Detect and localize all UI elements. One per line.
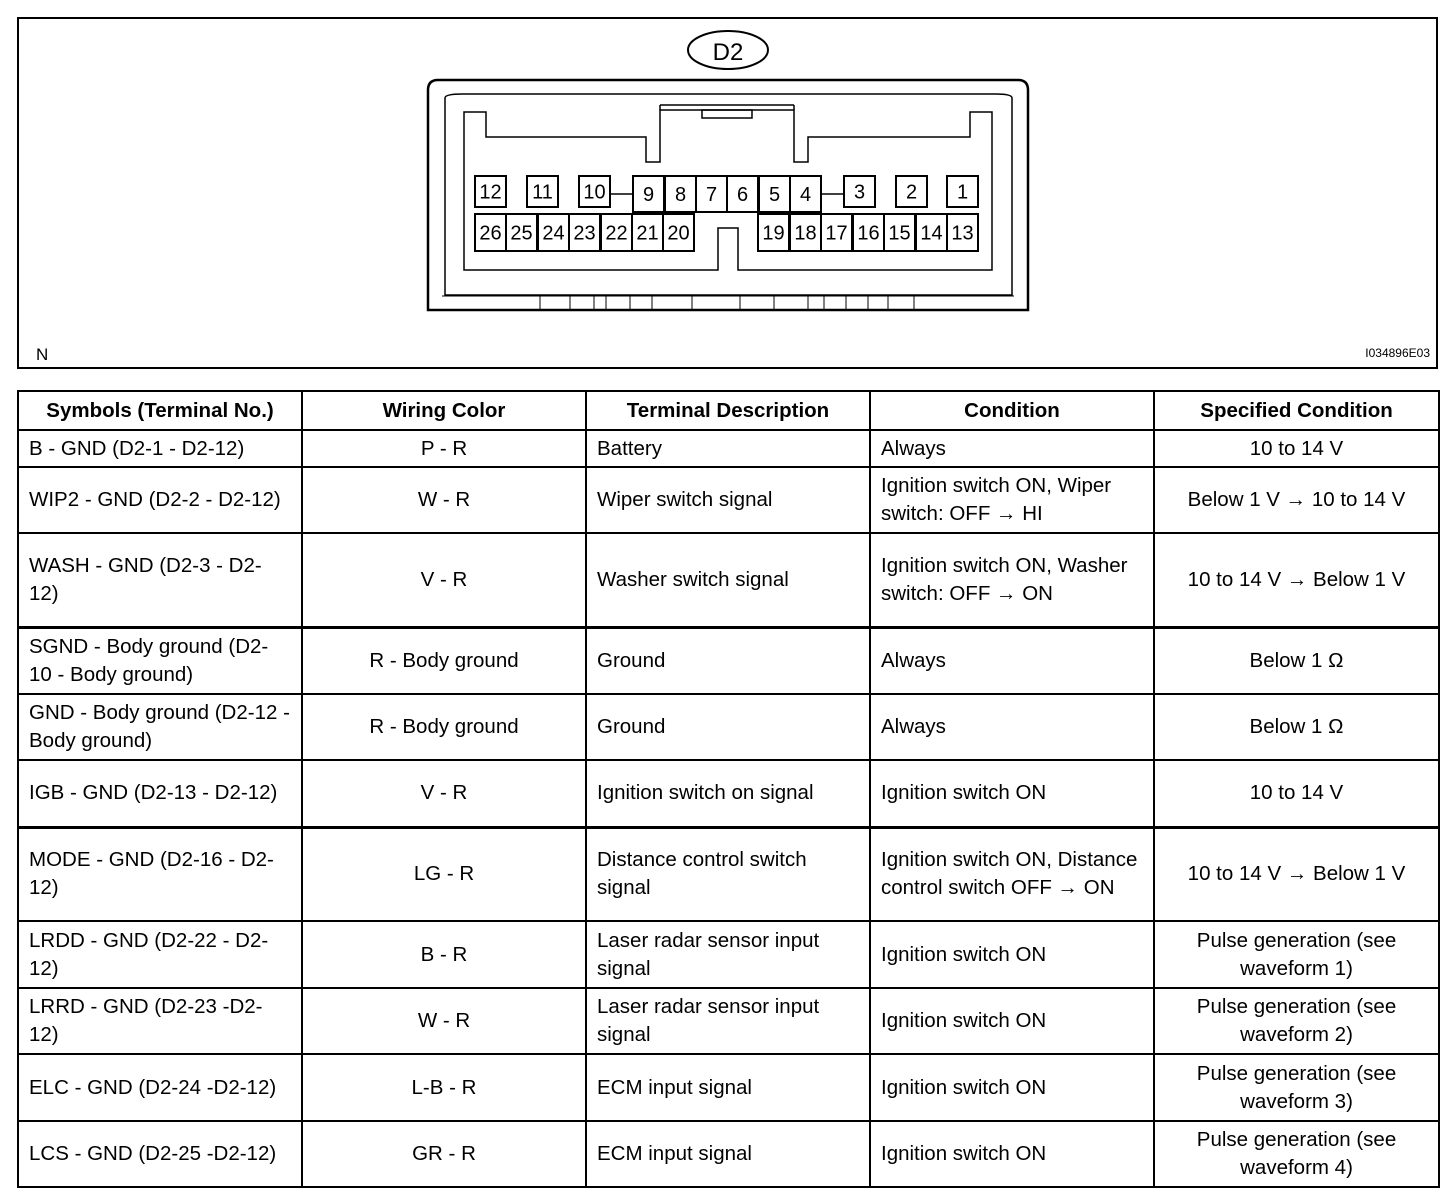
symbol-cell: SGND - Body ground (D2-10 - Body ground) [18,627,302,694]
pin-15-label: 15 [888,222,911,245]
description-cell: Distance control switch signal [586,827,870,921]
latch-tab [702,110,752,118]
table-row [18,1054,1439,1121]
specified-condition-cell: 10 to 14 V → Below 1 V [1154,533,1439,627]
pin-10-label: 10 [583,181,606,204]
condition-cell: Ignition switch ON [870,921,1154,988]
description-cell: Washer switch signal [586,533,870,627]
pin-3-label: 3 [853,181,866,204]
condition-cell: Ignition switch ON [870,760,1154,827]
description-cell: Ground [586,627,870,694]
symbol-cell: LRRD - GND (D2-23 -D2-12) [18,988,302,1054]
wiring-color-cell: R - Body ground [302,627,586,694]
pin-14-label: 14 [920,222,943,245]
condition-cell: Always [870,694,1154,760]
wiring-color-cell: L-B - R [302,1054,586,1121]
header-symbols: Symbols (Terminal No.) [18,391,302,430]
specified-condition-cell: Below 1 Ω [1154,694,1439,760]
symbol-cell: MODE - GND (D2-16 - D2- 12) [18,827,302,921]
pin-26-label: 26 [479,222,502,245]
terminal-table [17,390,1440,1188]
description-cell: Laser radar sensor input signal [586,921,870,988]
description-cell: Laser radar sensor input signal [586,988,870,1054]
symbol-cell: LCS - GND (D2-25 -D2-12) [18,1121,302,1187]
wiring-color-cell: R - Body ground [302,694,586,760]
condition-cell: Ignition switch ON, Wiper switch: OFF → HI [870,467,1154,533]
description-cell: Ground [586,694,870,760]
symbol-cell: B - GND (D2-1 - D2-12) [18,430,302,467]
pin-19-label: 19 [762,222,785,245]
view-letter: N [36,345,49,364]
pin-5-label: 5 [768,184,781,206]
header-wiring-color: Wiring Color [302,391,586,430]
connector-diagram [19,19,1436,367]
symbol-cell: IGB - GND (D2-13 - D2-12) [18,760,302,827]
wiring-color-cell: GR - R [302,1121,586,1187]
condition-cell: Ignition switch ON [870,1121,1154,1187]
pin-24-label: 24 [542,222,565,245]
table-row [18,921,1439,988]
pin-4-label: 4 [799,184,812,206]
symbol-cell: LRDD - GND (D2-22 - D2-12) [18,921,302,988]
pin-1-label: 1 [956,181,969,204]
pin-22-label: 22 [605,222,628,245]
table-row [18,988,1439,1054]
header-condition: Condition [870,391,1154,430]
pin-25-label: 25 [510,222,533,245]
table-header-row [18,391,1439,430]
pin-6-label: 6 [736,184,749,206]
symbol-cell: GND - Body ground (D2-12 - Body ground) [18,694,302,760]
description-cell: ECM input signal [586,1054,870,1121]
description-cell: Battery [586,430,870,467]
symbol-cell: WASH - GND (D2-3 - D2-12) [18,533,302,627]
condition-cell: Ignition switch ON [870,1054,1154,1121]
table-row [18,827,1439,921]
pin-20-label: 20 [667,222,690,245]
pin-23-label: 23 [573,222,596,245]
table-row [18,467,1439,533]
wiring-color-cell: V - R [302,760,586,827]
pin-7-label: 7 [705,184,718,206]
table-row [18,1121,1439,1187]
specified-condition-cell: Pulse generation (see waveform 4) [1154,1121,1439,1187]
pin-13-label: 13 [951,222,974,245]
specified-condition-cell: Below 1 Ω [1154,627,1439,694]
pin-21-label: 21 [636,222,659,245]
specified-condition-cell: Pulse generation (see waveform 3) [1154,1054,1439,1121]
condition-cell: Always [870,627,1154,694]
pin-12-label: 12 [479,181,502,204]
symbol-cell: WIP2 - GND (D2-2 - D2-12) [18,467,302,533]
illustration-code: I034896E03 [1365,346,1430,360]
specified-condition-cell: Pulse generation (see waveform 1) [1154,921,1439,988]
condition-cell: Ignition switch ON [870,988,1154,1054]
header-specified-condition: Specified Condition [1154,391,1439,430]
specified-condition-cell: Pulse generation (see waveform 2) [1154,988,1439,1054]
pin-17-label: 17 [825,222,848,245]
wiring-color-cell: LG - R [302,827,586,921]
specified-condition-cell: 10 to 14 V [1154,760,1439,827]
pin-2-label: 2 [905,181,918,204]
specified-condition-cell: 10 to 14 V [1154,430,1439,467]
header-terminal-description: Terminal Description [586,391,870,430]
connector-label: D2 [712,39,744,66]
condition-cell: Always [870,430,1154,467]
table-row [18,627,1439,694]
condition-cell: Ignition switch ON, Washer switch: OFF → ON [870,533,1154,627]
pin-11-label: 11 [532,181,553,204]
symbol-cell: ELC - GND (D2-24 -D2-12) [18,1054,302,1121]
description-cell: Ignition switch on signal [586,760,870,827]
condition-cell: Ignition switch ON, Distance control switch OFF → ON [870,827,1154,921]
table-row [18,760,1439,827]
wiring-color-cell: B - R [302,921,586,988]
table-row [18,694,1439,760]
pin-9-label: 9 [642,184,655,206]
wiring-color-cell: W - R [302,988,586,1054]
wiring-color-cell: V - R [302,533,586,627]
pin-18-label: 18 [794,222,817,245]
wiring-color-cell: P - R [302,430,586,467]
specified-condition-cell: 10 to 14 V → Below 1 V [1154,827,1439,921]
pin-8-label: 8 [674,184,687,206]
description-cell: Wiper switch signal [586,467,870,533]
wiring-color-cell: W - R [302,467,586,533]
table-row [18,430,1439,467]
pin-16-label: 16 [857,222,880,245]
description-cell: ECM input signal [586,1121,870,1187]
housing-ridges [540,296,914,309]
connector-figure [17,17,1438,369]
specified-condition-cell: Below 1 V → 10 to 14 V [1154,467,1439,533]
table-row [18,533,1439,627]
